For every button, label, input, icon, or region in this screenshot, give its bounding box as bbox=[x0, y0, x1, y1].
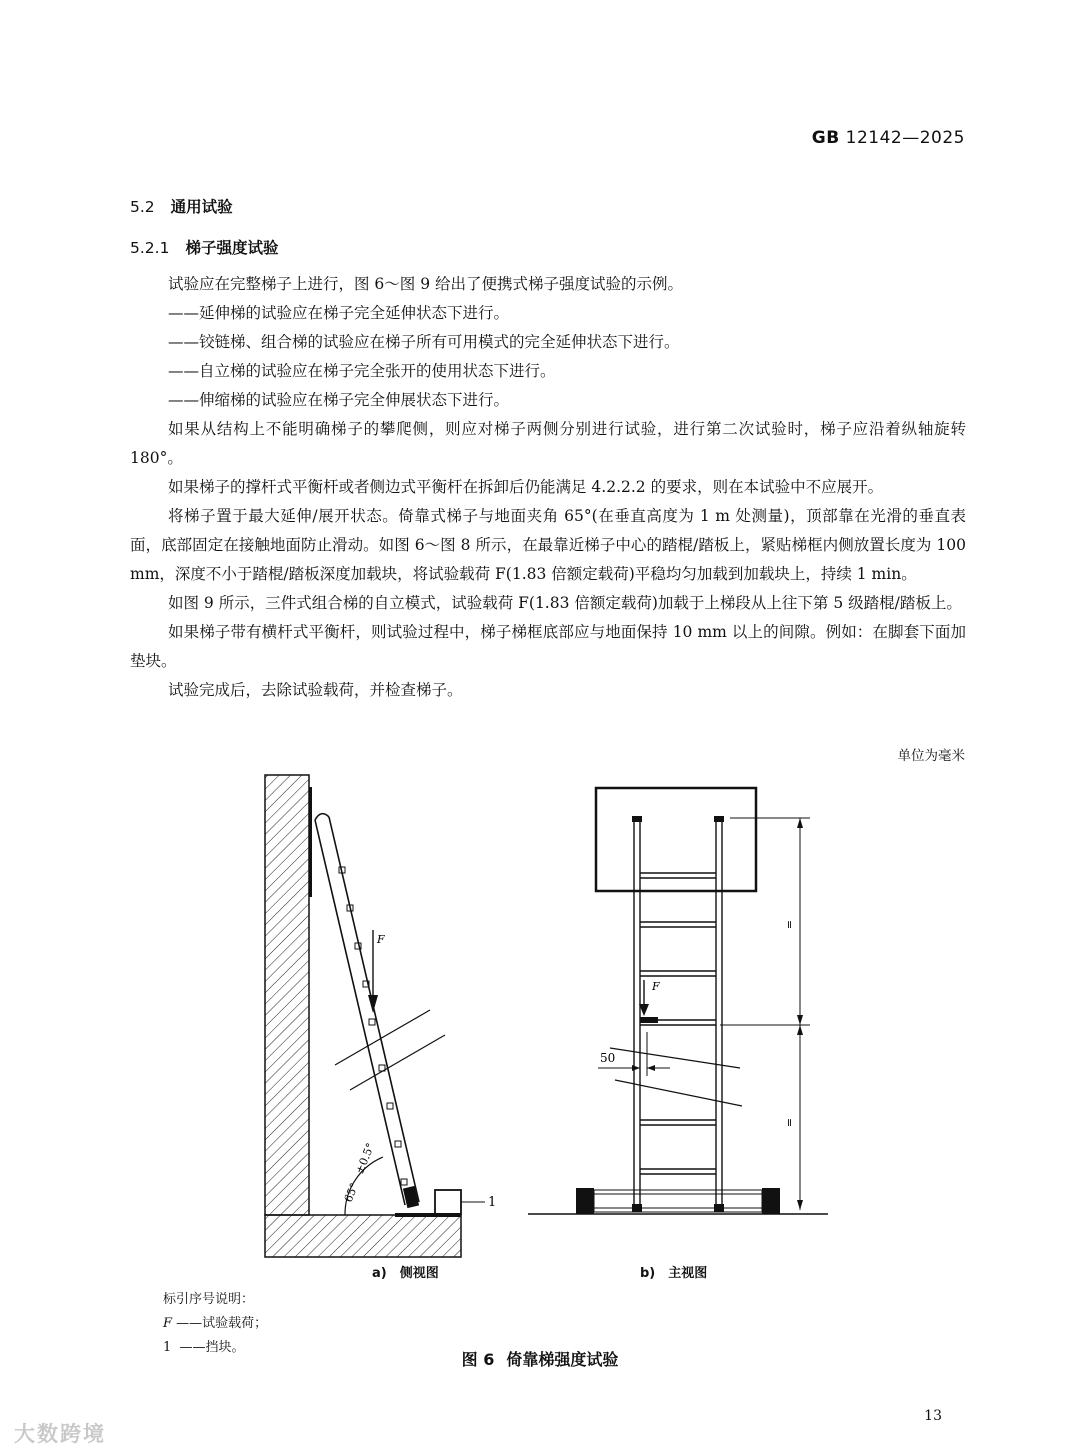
top-support bbox=[596, 788, 756, 891]
base-plate bbox=[594, 1190, 762, 1212]
paragraph: ——延伸梯的试验应在梯子完全延伸状态下进行。 bbox=[168, 304, 510, 322]
paragraph: ——自立梯的试验应在梯子完全张开的使用状态下进行。 bbox=[168, 362, 556, 380]
front-view-caption: b) 主视图 bbox=[640, 1266, 708, 1281]
paragraph: ——铰链梯、组合梯的试验应在梯子所有可用模式的完全延伸状态下进行。 bbox=[168, 333, 680, 351]
watermark: 大数跨境 bbox=[14, 1422, 106, 1446]
svg-text:F: F bbox=[652, 980, 660, 993]
paragraph: 如果梯子的撑杆式平衡杆或者侧边式平衡杆在拆卸后仍能满足 4.2.2.2 的要求，则在本试验中不应展开。 bbox=[168, 478, 884, 496]
paragraph: ——伸缩梯的试验应在梯子完全伸展状态下进行。 bbox=[168, 391, 510, 409]
svg-text:=: = bbox=[783, 1118, 796, 1128]
subsection-heading: 5.2.1 梯子强度试验 bbox=[130, 239, 279, 257]
svg-text:1: 1 bbox=[488, 1195, 497, 1210]
figure-title: 图 6 倚靠梯强度试验 bbox=[461, 1350, 619, 1369]
paragraph: 将梯子置于最大延伸/展开状态。倚靠式梯子与地面夹角 65°(在垂直高度为 1 m 处测量)，顶部靠在光滑的垂直表面，底部固定在接触地面防止滑动。如图 6～图 8 所示，在最靠近梯子中心的踏棍/踏板上，紧贴梯框内侧放置长度为 100 mm，深度不小于踏棍/踏板深度加载块，将试验载荷 F(1.83 倍额定载荷)平稳均匀加载到加载块上，持续 1 min。 bbox=[130, 507, 966, 583]
svg-text:50: 50 bbox=[600, 1051, 616, 1065]
wall-plate bbox=[309, 787, 312, 897]
page-number: 13 bbox=[924, 1408, 942, 1424]
ladder-front bbox=[632, 816, 724, 1210]
height-dimension bbox=[720, 818, 810, 1210]
paragraph: 试验完成后，去除试验载荷，并检查梯子。 bbox=[168, 681, 463, 699]
svg-text:=: = bbox=[783, 920, 796, 930]
legend-item: 1 ——挡块。 bbox=[163, 1340, 245, 1355]
front-view-diagram bbox=[520, 780, 840, 1270]
legend-item: F ——试验载荷； bbox=[163, 1316, 268, 1331]
side-view-diagram bbox=[255, 765, 505, 1275]
unit-note: 单位为毫米 bbox=[897, 748, 965, 764]
force-arrow bbox=[639, 980, 660, 1016]
force-arrow bbox=[368, 930, 385, 1013]
stop-block-left bbox=[576, 1188, 594, 1214]
paragraph: 如图 9 所示，三件式组合梯的自立模式，试验载荷 F(1.83 倍额定载荷)加载于上梯段从上往下第 5 级踏棍/踏板上。 bbox=[168, 594, 962, 612]
paragraph: 如果从结构上不能明确梯子的攀爬侧，则应对梯子两侧分别进行试验，进行第二次试验时，梯子应沿着纵轴旋转 180°。 bbox=[130, 420, 966, 467]
section-heading: 5.2 通用试验 bbox=[130, 198, 233, 216]
legend-title: 标引序号说明： bbox=[163, 1292, 255, 1307]
angle-label: 65° ±0.5° bbox=[341, 1141, 378, 1205]
stop-block-right bbox=[762, 1188, 780, 1214]
standard-number: GB 12142—2025 bbox=[811, 128, 965, 148]
paragraph: 如果梯子带有横杆式平衡杆，则试验过程中，梯子梯框底部应与地面保持 10 mm 以上的间隙。例如：在脚套下面加垫块。 bbox=[130, 623, 966, 670]
svg-text:F: F bbox=[377, 933, 385, 946]
side-view-caption: a) 侧视图 bbox=[372, 1266, 439, 1281]
paragraph: 试验应在完整梯子上进行，图 6～图 9 给出了便携式梯子强度试验的示例。 bbox=[168, 275, 684, 293]
body-text bbox=[130, 270, 966, 705]
floor bbox=[265, 1215, 461, 1257]
wall bbox=[265, 775, 309, 1215]
